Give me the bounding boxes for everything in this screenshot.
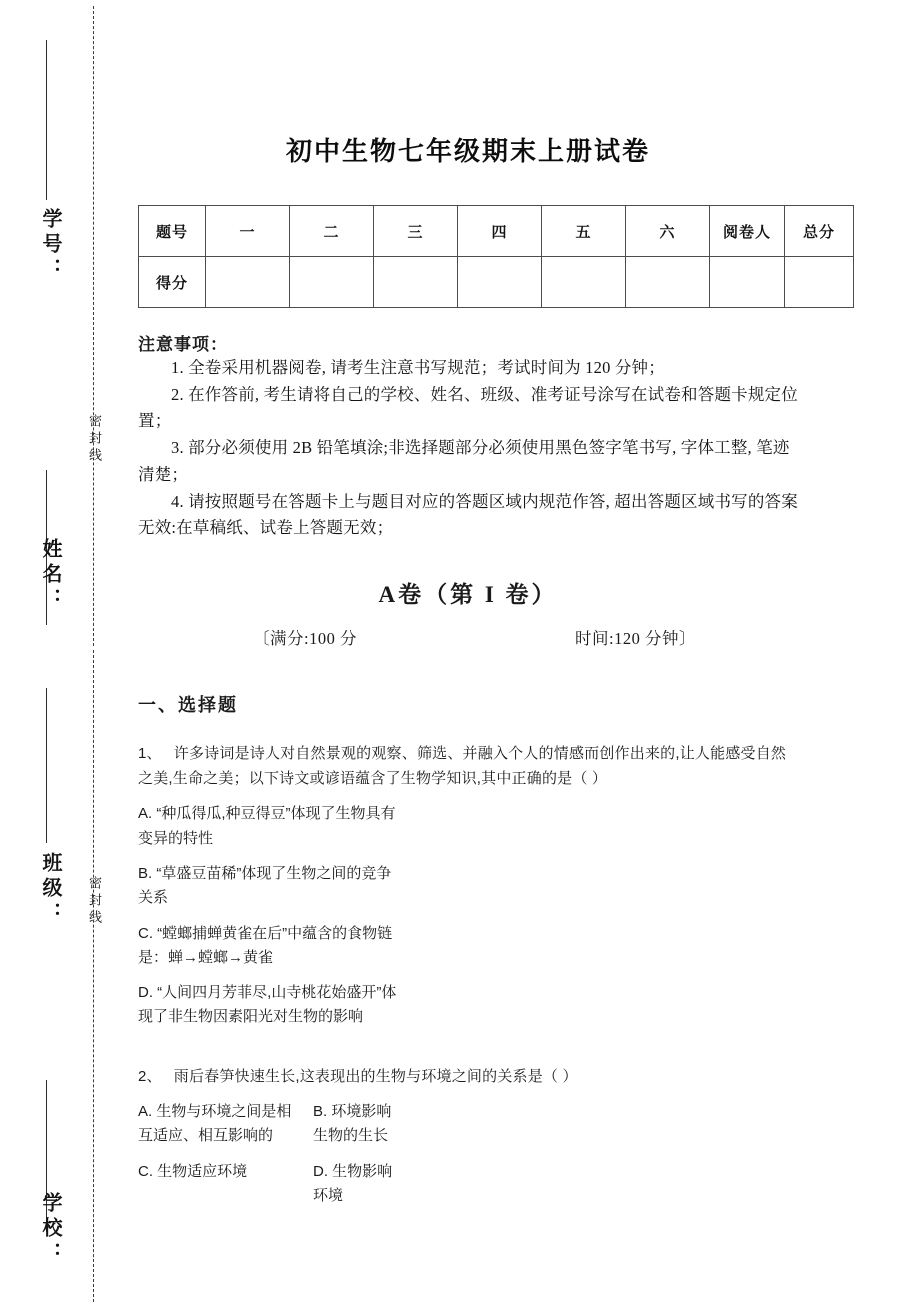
question-1-option-d-line2: 现了非生物因素阳光对生物的影响 (138, 1008, 364, 1026)
notices-heading: 注意事项： (138, 335, 228, 354)
student-id-rule (46, 40, 47, 200)
notice-item-3: 3. 部分必须使用 2B 铅笔填涂;非选择题部分必须使用黑色签字笔书写, 字体工整, 笔迹清楚； (138, 438, 790, 484)
score-table-col-2: 二 (290, 206, 374, 257)
table-row-scores (139, 257, 854, 308)
question-2-option-b[interactable] (313, 1100, 798, 1149)
question-1-option-a-line2: 变异的特性 (138, 829, 214, 847)
field-label-student-name: 姓名： (39, 538, 61, 613)
question-2-option-b-line2: 生物的生长 (313, 1127, 389, 1145)
question-2-option-d[interactable] (313, 1160, 798, 1209)
seal-dashed-line-lower (93, 650, 94, 1302)
score-cell-2[interactable] (290, 257, 374, 308)
question-1-option-b-line1: B. “草盛豆苗稀”体现了生物之间的竞争 (138, 865, 392, 882)
question-1 (138, 741, 798, 1030)
section-a-title: A卷（第 I 卷） (378, 582, 558, 608)
score-table-col-reviewer: 阅卷人 (710, 206, 785, 257)
student-class-rule (46, 688, 47, 843)
score-table-col-4: 四 (458, 206, 542, 257)
question-2-option-c-line1: C. 生物适应环境 (138, 1162, 248, 1180)
field-label-student-class: 班级： (39, 852, 61, 927)
section-heading-choice: 一、选择题 (138, 695, 238, 716)
seal-margin-rail (0, 0, 120, 1302)
score-table-col-5: 五 (542, 206, 626, 257)
score-cell-6[interactable] (626, 257, 710, 308)
question-2-stem-wrap (138, 1064, 798, 1089)
question-2-option-b-line1: B. 环境影响 (313, 1102, 392, 1120)
question-1-option-c-line2: 是：蝉→螳螂→黄雀 (138, 948, 274, 966)
field-label-student-school: 学校： (39, 1192, 61, 1267)
question-1-option-c-line1: C. “螳螂捕蝉黄雀在后”中蕴含的食物链 (138, 924, 393, 942)
question-2-option-a-line2: 互适应、相互影响的 (138, 1127, 274, 1145)
notice-item-4: 4. 请按照题号在答题卡上与题目对应的答题区域内规范作答, 超出答题区域书写的答案无效:在草稿纸、试卷上答题无效； (138, 491, 798, 538)
score-cell-4[interactable] (458, 257, 542, 308)
question-1-option-b-line2: 关系 (138, 889, 169, 907)
question-1-option-b[interactable] (138, 862, 798, 911)
score-table-col-3: 三 (374, 206, 458, 257)
question-2-option-a-line1: A. 生物与环境之间是相 (138, 1102, 292, 1120)
score-table-col-1: 一 (206, 206, 290, 257)
question-1-option-c[interactable] (138, 922, 798, 971)
question-1-option-d[interactable] (138, 981, 798, 1030)
question-2-stem-text: 雨后春笋快速生长,这表现出的生物与环境之间的关系是（ ） (173, 1067, 578, 1085)
score-table-col-total: 总分 (785, 206, 854, 257)
score-table (138, 205, 854, 308)
field-label-student-id: 学号： (39, 208, 61, 283)
question-1-number: 1、 (138, 745, 162, 763)
score-table-col-6: 六 (626, 206, 710, 257)
score-table-row-label-question: 题号 (139, 206, 206, 257)
score-cell-1[interactable] (206, 257, 290, 308)
seal-dashed-line-upper (93, 6, 94, 646)
score-cell-total[interactable] (785, 257, 854, 308)
question-2-option-d-line2: 环境 (313, 1186, 344, 1204)
question-1-option-d-line1: D. “人间四月芳菲尽,山寺桃花始盛开”体 (138, 984, 397, 1002)
table-row-header (139, 206, 854, 257)
score-cell-5[interactable] (542, 257, 626, 308)
time-limit-label: 时间:120 分钟〕 (575, 629, 696, 649)
notice-item-1: 1. 全卷采用机器阅卷, 请考生注意书写规范；考试时间为 120 分钟； (171, 358, 665, 377)
question-2-option-d-line1: D. 生物影响 (313, 1162, 393, 1180)
question-2 (138, 1064, 798, 1208)
exam-paper-sheet (138, 0, 835, 1208)
seal-line-label-upper: 密封线 (87, 414, 102, 465)
question-2-number: 2、 (138, 1067, 162, 1085)
question-1-option-a-line1: A. “种瓜得瓜,种豆得豆”体现了生物具有 (138, 805, 396, 823)
paper-meta-row (138, 625, 798, 649)
score-table-row-label-score: 得分 (139, 257, 206, 308)
full-score-label: 〔满分:100 分 (253, 629, 357, 649)
question-1-stem-text: 许多诗词是诗人对自然景观的观察、筛选、并融入个人的情感而创作出来的,让人能感受自然之美,生命之美；以下诗文或谚语蕴含了生物学知识,其中正确的是（ ） (138, 745, 787, 788)
question-1-stem-wrap (138, 741, 798, 791)
seal-line-label-lower: 密封线 (87, 876, 102, 927)
question-2-option-a[interactable] (138, 1100, 313, 1149)
question-1-option-a[interactable] (138, 802, 798, 851)
page-title: 初中生物七年级期末上册试卷 (285, 137, 650, 166)
score-cell-reviewer[interactable] (710, 257, 785, 308)
question-2-options-grid (138, 1100, 798, 1208)
notice-item-2: 2. 在作答前, 考生请将自己的学校、姓名、班级、准考证号涂写在试卷和答题卡规定位置； (138, 384, 798, 431)
score-cell-3[interactable] (374, 257, 458, 308)
question-2-option-c[interactable] (138, 1160, 313, 1209)
